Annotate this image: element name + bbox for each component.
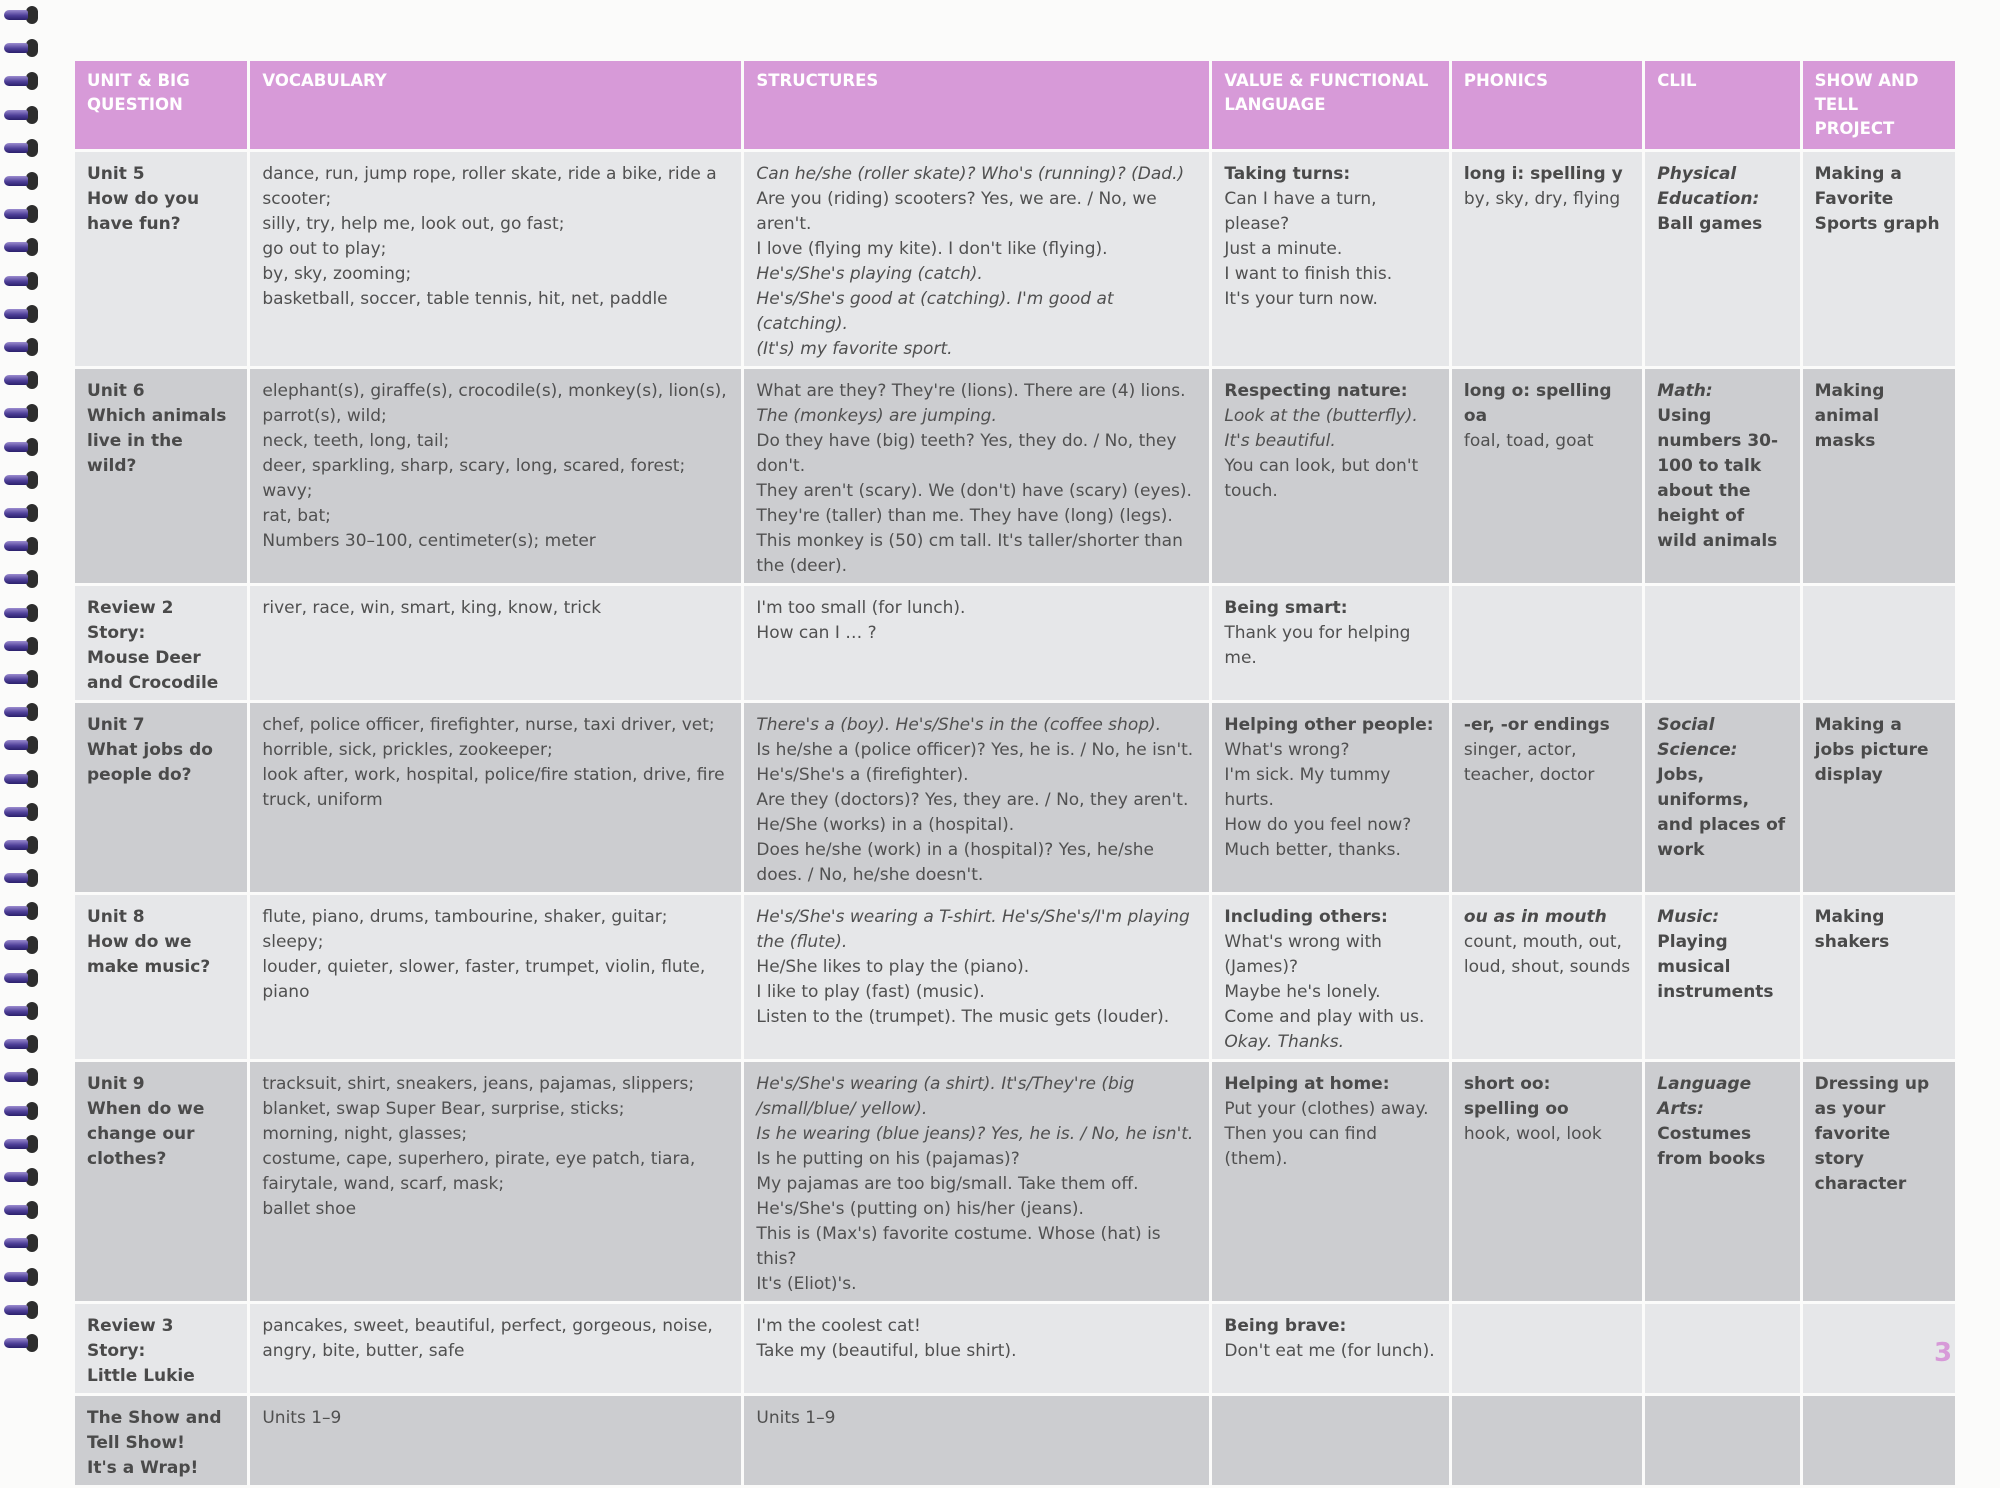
value-title: Respecting nature: [1224, 381, 1408, 401]
binding-ring-wire [4, 1006, 28, 1016]
phonics-title: long i: spelling y [1463, 164, 1623, 184]
binding-ring [4, 139, 34, 159]
vocabulary-cell [250, 1396, 741, 1485]
structure-line: Can he/she (roller skate)? Who's (running)? (Dad.) [756, 164, 1185, 184]
binding-ring [4, 471, 34, 491]
vocabulary-cell [250, 152, 741, 366]
vocab-line: neck, teeth, long, tail; [262, 431, 450, 451]
structures-cell [744, 152, 1209, 366]
project-cell [1803, 1396, 1955, 1485]
structure-line: This is (Max's) favorite costume. Whose (hat) is this? [756, 1224, 1161, 1269]
binding-ring [4, 703, 34, 723]
vocab-line: pancakes, sweet, beautiful, perfect, gorgeous, noise, angry, bite, butter, safe [262, 1316, 713, 1361]
vocab-line: Units 1–9 [262, 1408, 342, 1428]
table-row [75, 152, 1955, 366]
project-text: Dressing up as your favorite story character [1814, 1074, 1930, 1194]
value-title: Helping other people: [1224, 715, 1434, 735]
phonics-title: -er, -or endings [1463, 715, 1610, 735]
vocab-line: basketball, soccer, table tennis, hit, net, paddle [262, 289, 668, 309]
binding-ring-wire [4, 1338, 28, 1348]
unit-label: Unit 6 [87, 381, 145, 401]
vocab-line: dance, run, jump rope, roller skate, ride a bike, ride a scooter; [262, 164, 717, 209]
unit-label: The Show and Tell Show! [87, 1408, 222, 1453]
table-row [75, 369, 1955, 583]
project-cell [1803, 895, 1955, 1059]
value-line: What's wrong? [1224, 740, 1350, 760]
vocab-line: elephant(s), giraffe(s), crocodile(s), monkey(s), lion(s), parrot(s), wild; [262, 381, 727, 426]
value-line: Thank you for helping me. [1224, 623, 1411, 668]
phonics-line: foal, toad, goat [1463, 431, 1594, 451]
clil-cell [1645, 1304, 1799, 1393]
binding-ring-wire [4, 442, 28, 452]
vocab-line: river, race, win, smart, king, know, trick [262, 598, 602, 618]
binding-ring [4, 72, 34, 92]
binding-ring [4, 1201, 34, 1221]
big-question: When do we change our clothes? [87, 1099, 205, 1169]
binding-ring [4, 902, 34, 922]
value-title: Being smart: [1224, 598, 1348, 618]
structure-line: There's a (boy). He's/She's in the (coffee shop). [756, 715, 1162, 735]
value-cell [1212, 369, 1449, 583]
binding-ring [4, 936, 34, 956]
binding-ring-wire [4, 1072, 28, 1082]
table-row [75, 1396, 1955, 1485]
binding-ring-wire [4, 906, 28, 916]
project-cell [1803, 586, 1955, 700]
phonics-cell [1452, 152, 1642, 366]
project-cell [1803, 703, 1955, 892]
binding-ring [4, 1035, 34, 1055]
binding-ring [4, 1234, 34, 1254]
vocab-line: horrible, sick, prickles, zookeeper; [262, 740, 553, 760]
structure-line: He's/She's wearing (a shirt). It's/They're (big /small/blue/ yellow). [756, 1074, 1135, 1119]
binding-ring [4, 272, 34, 292]
vocab-line: blanket, swap Super Bear, surprise, sticks; [262, 1099, 625, 1119]
unit-cell [75, 369, 247, 583]
vocab-line: sleepy; [262, 932, 324, 952]
vocab-line: morning, night, glasses; [262, 1124, 468, 1144]
binding-ring-wire [4, 608, 28, 618]
value-cell [1212, 152, 1449, 366]
binding-ring-wire [4, 1305, 28, 1315]
binding-ring [4, 570, 34, 590]
structure-line: I'm too small (for lunch). [756, 598, 966, 618]
binding-ring [4, 1068, 34, 1088]
binding-ring-wire [4, 508, 28, 518]
vocab-line: go out to play; [262, 239, 387, 259]
phonics-cell [1452, 1396, 1642, 1485]
table-row [75, 1062, 1955, 1301]
structure-line: (It's) my favorite sport. [756, 339, 953, 359]
binding-ring [4, 6, 34, 26]
structure-line: He's/She's (putting on) his/her (jeans). [756, 1199, 1084, 1219]
binding-ring-wire [4, 774, 28, 784]
phonics-cell [1452, 1062, 1642, 1301]
unit-label: Review 3 Story: [87, 1316, 174, 1361]
binding-ring-wire [4, 641, 28, 651]
binding-ring [4, 869, 34, 889]
header-phonics: PHONICS [1452, 61, 1642, 149]
structure-line: He/She (works) in a (hospital). [756, 815, 1015, 835]
structure-line: Is he wearing (blue jeans)? Yes, he is. / No, he isn't. [756, 1124, 1194, 1144]
binding-ring-wire [4, 1039, 28, 1049]
vocab-line: look after, work, hospital, police/fire station, drive, fire truck, uniform [262, 765, 725, 810]
value-line: I'm sick. My tummy hurts. [1224, 765, 1391, 810]
binding-ring [4, 1135, 34, 1155]
big-question: Which animals live in the wild? [87, 406, 227, 476]
spiral-binding [0, 0, 40, 1384]
structure-line: They aren't (scary). We (don't) have (scary) (eyes). [756, 481, 1192, 501]
binding-ring-wire [4, 674, 28, 684]
value-line: It's your turn now. [1224, 289, 1378, 309]
project-text: Making a Favorite Sports graph [1814, 164, 1940, 234]
binding-ring-wire [4, 840, 28, 850]
phonics-cell [1452, 895, 1642, 1059]
binding-ring-wire [4, 541, 28, 551]
unit-label: Unit 9 [87, 1074, 145, 1094]
value-cell [1212, 1062, 1449, 1301]
binding-ring [4, 670, 34, 690]
phonics-line: by, sky, dry, flying [1463, 189, 1621, 209]
vocab-line: rat, bat; [262, 506, 331, 526]
value-line: Much better, thanks. [1224, 840, 1401, 860]
binding-ring [4, 371, 34, 391]
structure-line: He's/She's wearing a T-shirt. He's/She's/I'm playing the (flute). [756, 907, 1190, 952]
unit-label: Unit 5 [87, 164, 145, 184]
unit-label: Review 2 Story: [87, 598, 174, 643]
vocab-line: costume, cape, superhero, pirate, eye patch, tiara, fairytale, wand, scarf, mask; [262, 1149, 696, 1194]
vocabulary-cell [250, 1304, 741, 1393]
header-project: SHOW AND TELL PROJECT [1803, 61, 1955, 149]
value-line: Just a minute. [1224, 239, 1343, 259]
table-row [75, 586, 1955, 700]
vocab-line: silly, try, help me, look out, go fast; [262, 214, 565, 234]
binding-ring [4, 504, 34, 524]
binding-ring-wire [4, 10, 28, 20]
value-line: You can look, but don't touch. [1224, 456, 1419, 501]
binding-ring [4, 438, 34, 458]
structure-line: This monkey is (50) cm tall. It's taller/shorter than the (deer). [756, 531, 1183, 576]
value-line: I want to finish this. [1224, 264, 1393, 284]
binding-ring [4, 338, 34, 358]
phonics-line: singer, actor, teacher, doctor [1463, 740, 1595, 785]
binding-ring-wire [4, 1205, 28, 1215]
table-row [75, 703, 1955, 892]
structure-line: How can I … ? [756, 623, 877, 643]
header-vocabulary: VOCABULARY [250, 61, 741, 149]
value-title: Being brave: [1224, 1316, 1347, 1336]
binding-ring [4, 39, 34, 59]
clil-text: Ball games [1657, 214, 1763, 234]
binding-ring [4, 1102, 34, 1122]
unit-label: Unit 8 [87, 907, 145, 927]
project-cell [1803, 1062, 1955, 1301]
vocabulary-cell [250, 895, 741, 1059]
clil-cell [1645, 586, 1799, 700]
binding-ring [4, 172, 34, 192]
scope-and-sequence-table [72, 58, 1958, 1488]
vocabulary-cell [250, 586, 741, 700]
phonics-cell [1452, 703, 1642, 892]
phonics-cell [1452, 586, 1642, 700]
project-text: Making a jobs picture display [1814, 715, 1929, 785]
structure-line: The (monkeys) are jumping. [756, 406, 997, 426]
big-question: Mouse Deer and Crocodile [87, 648, 219, 693]
big-question: It's a Wrap! [87, 1458, 199, 1478]
structure-line: Units 1–9 [756, 1408, 836, 1428]
table-row [75, 895, 1955, 1059]
binding-ring [4, 106, 34, 126]
clil-title: Physical Education: [1657, 164, 1760, 209]
structures-cell [744, 1396, 1209, 1485]
binding-ring-wire [4, 276, 28, 286]
binding-ring-wire [4, 1238, 28, 1248]
phonics-cell [1452, 369, 1642, 583]
vocab-line: wavy; [262, 481, 313, 501]
vocab-line: Numbers 30–100, centimeter(s); meter [262, 531, 596, 551]
structure-line: He's/She's a (firefighter). [756, 765, 969, 785]
value-cell [1212, 1396, 1449, 1485]
structure-line: It's (Eliot)'s. [756, 1274, 857, 1294]
unit-cell [75, 152, 247, 366]
header-structures: STRUCTURES [744, 61, 1209, 149]
page-number: 3 [1934, 1338, 1953, 1368]
unit-cell [75, 703, 247, 892]
binding-ring-wire [4, 209, 28, 219]
value-line: Can I have a turn, please? [1224, 189, 1377, 234]
binding-ring [4, 836, 34, 856]
big-question: What jobs do people do? [87, 740, 213, 785]
clil-cell [1645, 1062, 1799, 1301]
value-cell [1212, 1304, 1449, 1393]
clil-cell [1645, 895, 1799, 1059]
binding-ring [4, 404, 34, 424]
binding-ring-wire [4, 1172, 28, 1182]
binding-ring [4, 770, 34, 790]
binding-ring-wire [4, 1139, 28, 1149]
clil-title: Math: [1657, 381, 1713, 401]
project-text: Making shakers [1814, 907, 1890, 952]
value-line: Look at the (butterfly). It's beautiful. [1224, 406, 1418, 451]
binding-ring [4, 1334, 34, 1354]
value-line: Okay. Thanks. [1224, 1032, 1345, 1052]
structure-line: Do they have (big) teeth? Yes, they do. / No, they don't. [756, 431, 1177, 476]
binding-ring-wire [4, 707, 28, 717]
table-row [75, 1304, 1955, 1393]
structure-line: Does he/she (work) in a (hospital)? Yes, he/she does. / No, he/she doesn't. [756, 840, 1154, 885]
binding-ring-wire [4, 176, 28, 186]
clil-title: Language Arts: [1657, 1074, 1752, 1119]
vocab-line: by, sky, zooming; [262, 264, 412, 284]
big-question: How do you have fun? [87, 189, 200, 234]
binding-ring [4, 1301, 34, 1321]
binding-ring-wire [4, 740, 28, 750]
value-cell [1212, 586, 1449, 700]
structures-cell [744, 895, 1209, 1059]
value-line: Then you can find (them). [1224, 1124, 1378, 1169]
unit-cell [75, 1304, 247, 1393]
structure-line: I'm the coolest cat! [756, 1316, 921, 1336]
big-question: How do we make music? [87, 932, 211, 977]
vocab-line: louder, quieter, slower, faster, trumpet, violin, flute, piano [262, 957, 706, 1002]
value-line: Maybe he's lonely. [1224, 982, 1381, 1002]
structure-line: I like to play (fast) (music). [756, 982, 985, 1002]
clil-title: Social Science: [1657, 715, 1738, 760]
unit-cell [75, 895, 247, 1059]
binding-ring-wire [4, 143, 28, 153]
big-question: Little Lukie [87, 1366, 195, 1386]
value-line: Don't eat me (for lunch). [1224, 1341, 1435, 1361]
structure-line: Take my (beautiful, blue shirt). [756, 1341, 1017, 1361]
value-title: Taking turns: [1224, 164, 1351, 184]
binding-ring-wire [4, 1272, 28, 1282]
project-cell [1803, 369, 1955, 583]
phonics-title: short oo: spelling oo [1463, 1074, 1569, 1119]
binding-ring-wire [4, 574, 28, 584]
structures-cell [744, 369, 1209, 583]
vocab-line: ballet shoe [262, 1199, 357, 1219]
value-cell [1212, 703, 1449, 892]
binding-ring-wire [4, 76, 28, 86]
value-line: What's wrong with (James)? [1224, 932, 1382, 977]
value-line: How do you feel now? [1224, 815, 1412, 835]
phonics-title: ou as in mouth [1463, 907, 1607, 927]
binding-ring-wire [4, 375, 28, 385]
binding-ring [4, 637, 34, 657]
unit-cell [75, 1062, 247, 1301]
binding-ring-wire [4, 973, 28, 983]
clil-cell [1645, 369, 1799, 583]
value-title: Including others: [1224, 907, 1388, 927]
header-unit: UNIT & BIG QUESTION [75, 61, 247, 149]
project-text: Making animal masks [1814, 381, 1885, 451]
structures-cell [744, 1304, 1209, 1393]
vocab-line: tracksuit, shirt, sneakers, jeans, pajamas, slippers; [262, 1074, 695, 1094]
value-title: Helping at home: [1224, 1074, 1390, 1094]
unit-cell [75, 586, 247, 700]
binding-ring [4, 305, 34, 325]
binding-ring-wire [4, 807, 28, 817]
binding-ring-wire [4, 873, 28, 883]
binding-ring-wire [4, 1106, 28, 1116]
binding-ring [4, 238, 34, 258]
binding-ring [4, 736, 34, 756]
clil-cell [1645, 1396, 1799, 1485]
clil-cell [1645, 152, 1799, 366]
binding-ring [4, 205, 34, 225]
binding-ring-wire [4, 110, 28, 120]
value-cell [1212, 895, 1449, 1059]
structure-line: He's/She's playing (catch). [756, 264, 983, 284]
binding-ring-wire [4, 940, 28, 950]
structure-line: Are they (doctors)? Yes, they are. / No, they aren't. [756, 790, 1189, 810]
binding-ring-wire [4, 408, 28, 418]
value-line: Put your (clothes) away. [1224, 1099, 1429, 1119]
clil-cell [1645, 703, 1799, 892]
clil-text: Costumes from books [1657, 1124, 1766, 1169]
structure-line: Are you (riding) scooters? Yes, we are. / No, we aren't. [756, 189, 1157, 234]
structure-line: Is he/she a (police officer)? Yes, he is. / No, he isn't. [756, 740, 1194, 760]
binding-ring [4, 1002, 34, 1022]
structure-line: Listen to the (trumpet). The music gets (louder). [756, 1007, 1170, 1027]
binding-ring-wire [4, 309, 28, 319]
clil-title: Music: [1657, 907, 1720, 927]
vocabulary-cell [250, 703, 741, 892]
header-value: VALUE & FUNCTIONAL LANGUAGE [1212, 61, 1449, 149]
clil-text: Jobs, uniforms, and places of work [1657, 765, 1786, 860]
vocabulary-cell [250, 1062, 741, 1301]
header-row [75, 61, 1955, 149]
binding-ring [4, 1168, 34, 1188]
unit-label: Unit 7 [87, 715, 145, 735]
clil-text: Playing musical instruments [1657, 932, 1774, 1002]
binding-ring [4, 537, 34, 557]
project-cell [1803, 152, 1955, 366]
binding-ring-wire [4, 43, 28, 53]
binding-ring [4, 969, 34, 989]
binding-ring-wire [4, 475, 28, 485]
binding-ring [4, 803, 34, 823]
phonics-cell [1452, 1304, 1642, 1393]
structures-cell [744, 1062, 1209, 1301]
binding-ring [4, 604, 34, 624]
vocab-line: flute, piano, drums, tambourine, shaker, guitar; [262, 907, 668, 927]
vocab-line: deer, sparkling, sharp, scary, long, scared, forest; [262, 456, 686, 476]
clil-text: Using numbers 30-100 to talk about the height of wild animals [1657, 406, 1779, 551]
binding-ring-wire [4, 242, 28, 252]
structures-cell [744, 586, 1209, 700]
structures-cell [744, 703, 1209, 892]
structure-line: He's/She's good at (catching). I'm good at (catching). [756, 289, 1114, 334]
binding-ring [4, 1268, 34, 1288]
structure-line: Is he putting on his (pajamas)? [756, 1149, 1020, 1169]
structure-line: What are they? They're (lions). There are (4) lions. [756, 381, 1186, 401]
header-clil: CLIL [1645, 61, 1799, 149]
unit-cell [75, 1396, 247, 1485]
structure-line: They're (taller) than me. They have (long) (legs). [756, 506, 1173, 526]
structure-line: He/She likes to play the (piano). [756, 957, 1030, 977]
vocab-line: chef, police officer, firefighter, nurse, taxi driver, vet; [262, 715, 715, 735]
vocabulary-cell [250, 369, 741, 583]
project-cell [1803, 1304, 1955, 1393]
structure-line: I love (flying my kite). I don't like (flying). [756, 239, 1108, 259]
phonics-line: hook, wool, look [1463, 1124, 1602, 1144]
phonics-line: count, mouth, out, loud, shout, sounds [1463, 932, 1631, 977]
binding-ring-wire [4, 342, 28, 352]
phonics-title: long o: spelling oa [1463, 381, 1612, 426]
structure-line: My pajamas are too big/small. Take them off. [756, 1174, 1139, 1194]
value-line: Come and play with us. [1224, 1007, 1425, 1027]
